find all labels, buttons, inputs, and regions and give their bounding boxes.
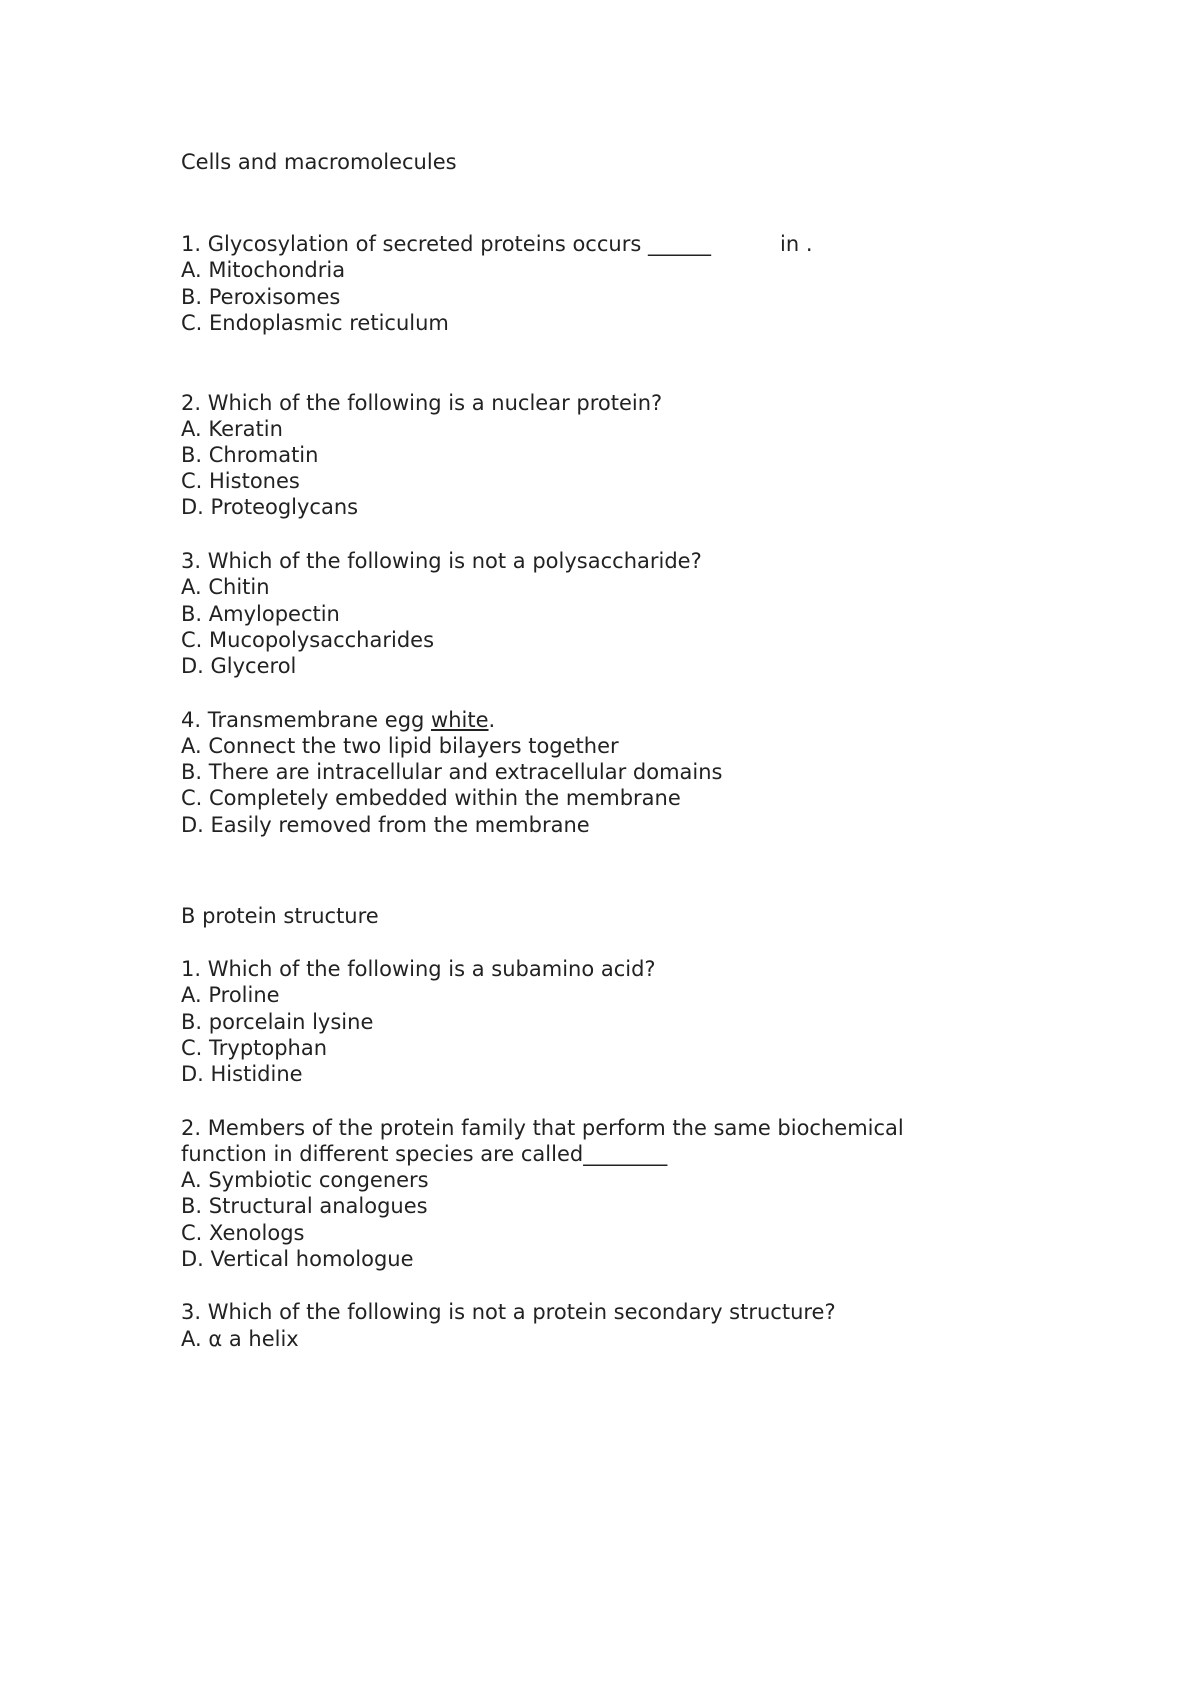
question-2-option-d: D. Proteoglycans [181, 495, 359, 519]
question-1-prompt-end: in . [780, 232, 813, 256]
question-1-option-c: C. Endoplasmic reticulum [181, 311, 449, 335]
question-2-prompt: 2. Which of the following is a nuclear protein? [181, 391, 663, 415]
question-2-option-b: B. Structural analogues [181, 1194, 428, 1218]
question-3-prompt: 3. Which of the following is not a polysaccharide? [181, 549, 702, 573]
question-1-prompt-start: 1. Glycosylation of secreted proteins occurs ______ [181, 232, 711, 256]
question-4-prompt-start: 4. Transmembrane egg [181, 708, 432, 732]
question-3-option-b: B. Amylopectin [181, 602, 340, 626]
question-1-option-a: A. Mitochondria [181, 258, 346, 282]
question-3-option-d: D. Glycerol [181, 654, 297, 678]
question-4-underlined-word: white [431, 708, 489, 732]
question-4-option-a: A. Connect the two lipid bilayers together [181, 734, 619, 758]
question-1-option-b: B. Peroxisomes [181, 285, 341, 309]
question-3-prompt: 3. Which of the following is not a protein secondary structure? [181, 1300, 836, 1324]
question-1-option-a: A. Proline [181, 983, 280, 1007]
question-2-prompt-line-1: 2. Members of the protein family that perform the same biochemical [181, 1116, 904, 1140]
question-2-option-c: C. Histones [181, 469, 300, 493]
question-1-prompt: 1. Which of the following is a subamino acid? [181, 957, 656, 981]
question-4-prompt-end: . [488, 708, 496, 732]
question-2-option-b: B. Chromatin [181, 443, 319, 467]
question-4-prompt [181, 706, 495, 734]
question-2-option-a: A. Keratin [181, 417, 283, 441]
question-2-prompt-line-2: function in different species are called________ [181, 1142, 668, 1166]
question-4-option-d: D. Easily removed from the membrane [181, 813, 590, 837]
section-title: B protein structure [181, 904, 379, 928]
question-3-option-c: C. Mucopolysaccharides [181, 628, 435, 652]
question-4-option-c: C. Completely embedded within the membrane [181, 786, 681, 810]
section-title: Cells and macromolecules [181, 150, 457, 174]
question-3-option-a: A. α a helix [181, 1327, 299, 1351]
question-2-option-c: C. Xenologs [181, 1221, 305, 1245]
question-2-option-a: A. Symbiotic congeners [181, 1168, 429, 1192]
question-1-prompt [181, 230, 813, 258]
question-4-option-b: B. There are intracellular and extracellular domains [181, 760, 723, 784]
question-3-option-a: A. Chitin [181, 575, 270, 599]
question-1-option-c: C. Tryptophan [181, 1036, 328, 1060]
question-1-option-b: B. porcelain lysine [181, 1010, 374, 1034]
question-2-option-d: D. Vertical homologue [181, 1247, 414, 1271]
question-1-option-d: D. Histidine [181, 1062, 303, 1086]
